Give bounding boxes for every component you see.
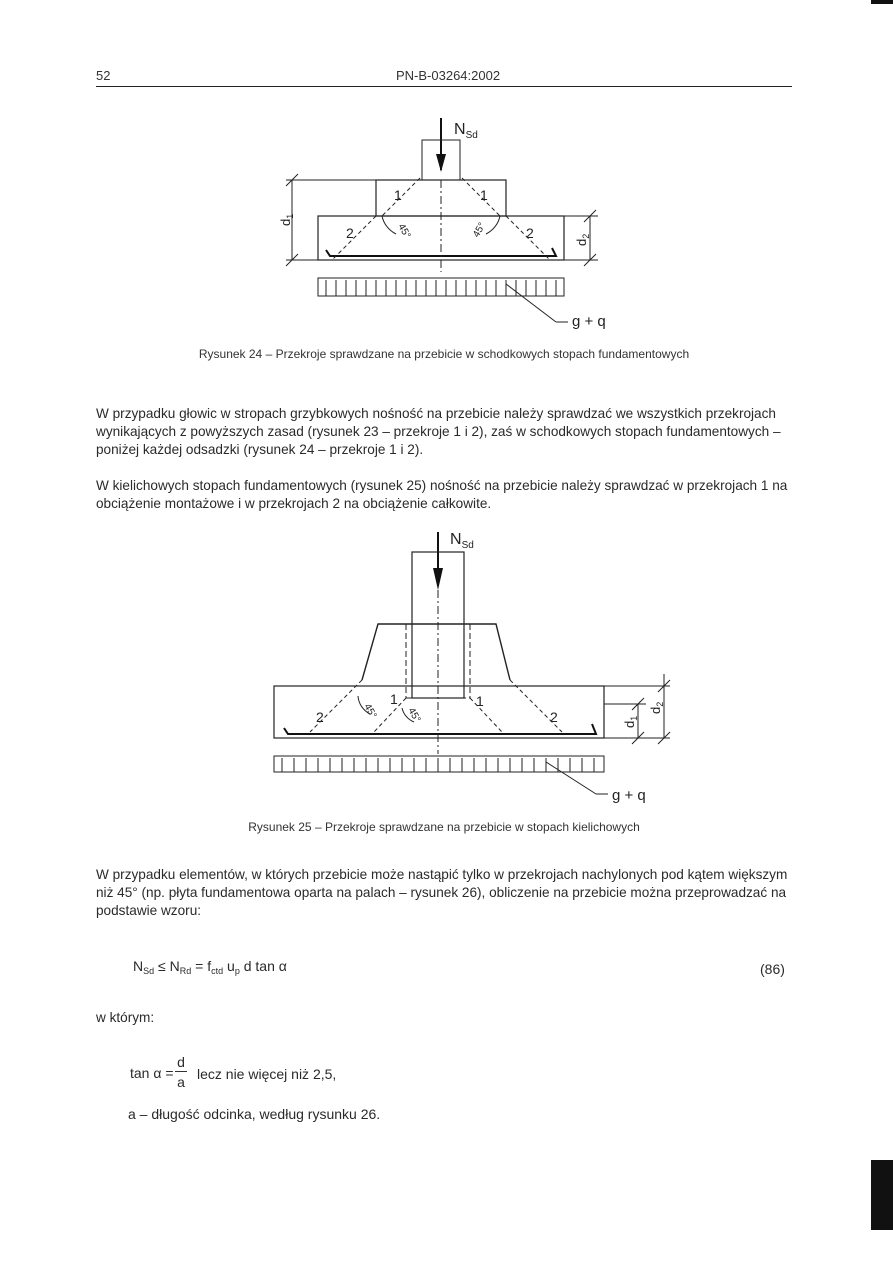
figure-25-diagram	[270, 528, 680, 808]
fig25-load-label: $N_{Sd}$	[450, 531, 474, 551]
formula-number: (86)	[760, 961, 785, 977]
fraction-bar	[175, 1071, 187, 1072]
tan-alpha-denominator: a	[177, 1074, 185, 1090]
fig24-d2-label: $d_2$	[574, 233, 591, 246]
scan-edge-mark	[871, 0, 893, 4]
figure-24-caption: Rysunek 24 – Przekroje sprawdzane na przebicie w schodkowych stopach fundamentowych	[198, 347, 690, 361]
fig25-angle-inner: 45°	[405, 706, 423, 725]
fig24-angle-right: 45°	[471, 220, 489, 240]
fig24-section-2-left: 2	[346, 225, 354, 241]
formula-86: $N_{Sd} \le N_{Rd} = f_{ctd}$ $u_p$ d tan α	[133, 958, 287, 976]
fig25-section-1-right: 1	[476, 693, 484, 709]
fig24-load-label: $N_{Sd}$	[454, 121, 478, 141]
tan-alpha-numerator: d	[177, 1054, 185, 1070]
fig24-udl-label: g + q	[572, 313, 606, 330]
fig25-section-2-right: 2	[550, 709, 558, 725]
fig25-section-1-left: 1	[390, 691, 398, 707]
fig24-section-1-left: 1	[394, 187, 402, 203]
fig24-d1-label: $d_1$	[278, 213, 295, 226]
standard-code: PN-B-03264:2002	[396, 68, 501, 83]
figure-24-diagram	[270, 110, 630, 335]
fig25-udl-label: g + q	[612, 787, 646, 804]
fig25-d2-label: $d_2$	[648, 701, 665, 714]
page-number: 52	[96, 68, 111, 83]
fig25-d1-label: $d_1$	[622, 715, 639, 728]
fig25-angle-left: 45°	[361, 702, 379, 721]
paragraph-socket-footings: W kielichowych stopach fundamentowych (rysunek 25) nośność na przebicie należy sprawdzać w przekrojach 1 na obciążenie montażowe i w przekrojach 2 na obciążenie całkowite.	[96, 478, 788, 511]
tan-alpha-limit: lecz nie więcej niż 2,5,	[197, 1066, 337, 1082]
a-definition: a – długość odcinka, według rysunku 26.	[128, 1106, 381, 1122]
paragraph-inclined-sections: W przypadku elementów, w których przebicie może nastąpić tylko w przekrojach nachylonych pod kątem większym niż 45° (np. płyta fundamentowa oparta na palach – rysunek 26), obliczenie na przebicie można przeprowadzać na podstawie wzoru:	[96, 867, 788, 918]
fig25-section-2-left: 2	[316, 709, 324, 725]
where-label: w którym:	[96, 1010, 155, 1025]
scan-edge-mark	[871, 1160, 893, 1230]
paragraph-mushroom-slabs: W przypadku głowic w stropach grzybkowych nośność na przebicie należy sprawdzać we wszystkich przekrojach wynikających z powyższych zasad (rysunek 23 – przekroje 1 i 2), zaś w schodkowych stopach fundamentowych – poniżej każdej odsadzki (rysunek 24 – przekroje 1 i 2).	[96, 406, 781, 457]
fig24-section-1-right: 1	[480, 187, 488, 203]
fig24-angle-left: 45°	[395, 222, 413, 241]
tan-alpha-lhs: tan α =	[130, 1065, 174, 1081]
fig24-section-2-right: 2	[526, 225, 534, 241]
figure-25-caption: Rysunek 25 – Przekroje sprawdzane na przebicie w stopach kielichowych	[248, 820, 640, 834]
header-rule	[96, 86, 792, 87]
